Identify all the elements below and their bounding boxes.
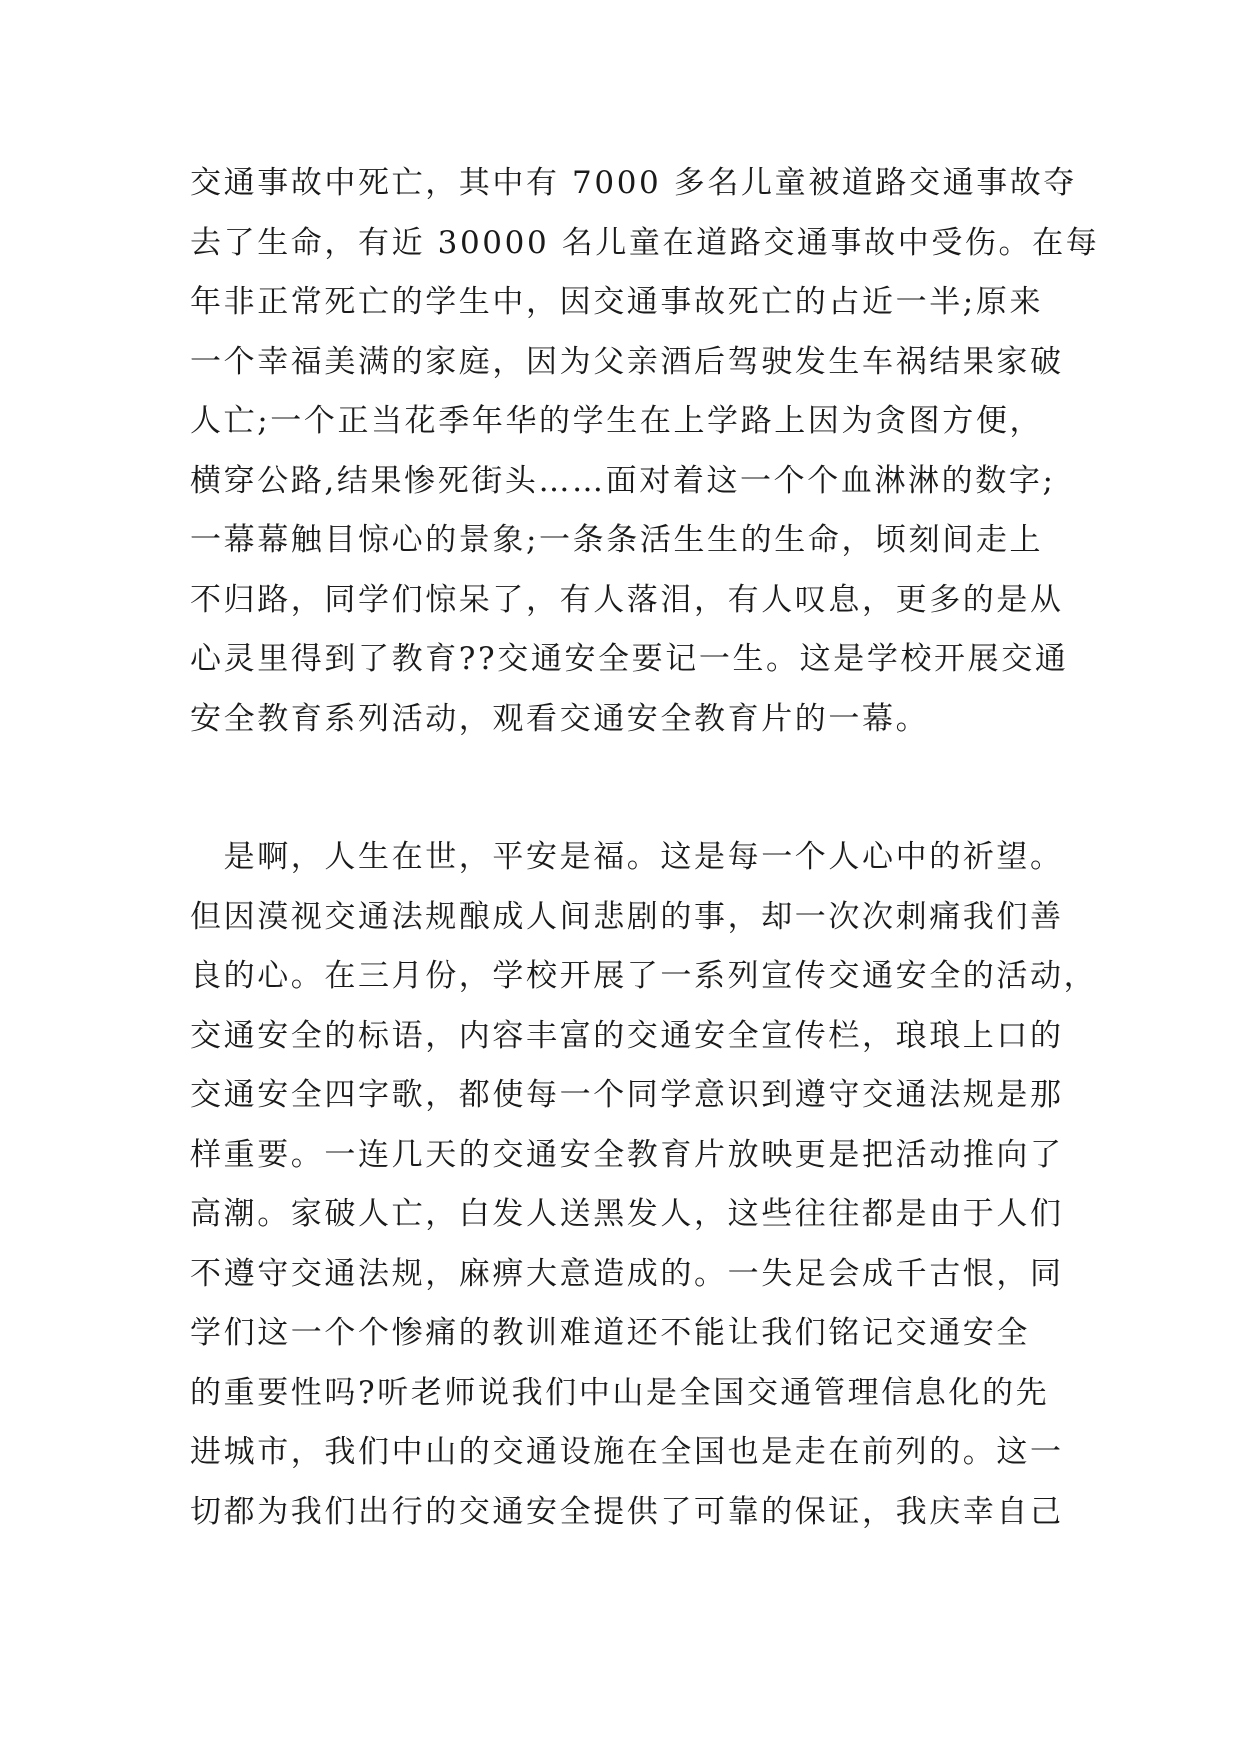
text-line: 一个幸福美满的家庭，因为父亲酒后驾驶发生车祸结果家破 xyxy=(190,343,1064,380)
text-line: 样重要。一连几天的交通安全教育片放映更是把活动推向了 xyxy=(190,1136,1064,1173)
text-line: 心灵里得到了教育??交通安全要记一生。这是学校开展交通 xyxy=(190,641,1069,677)
paragraph-1 xyxy=(190,154,1100,749)
text-line: 横穿公路,结果惨死街头……面对着这一个个血淋淋的数字; xyxy=(190,462,1056,499)
text-line: 一幕幕触目惊心的景象;一条条活生生的生命，顷刻间走上 xyxy=(190,522,1044,558)
text-line: 高潮。家破人亡，白发人送黑发人，这些往往都是由于人们 xyxy=(190,1196,1064,1232)
text-line: 交通安全四字歌，都使每一个同学意识到遵守交通法规是那 xyxy=(190,1077,1064,1113)
text-line: 进城市，我们中山的交通设施在全国也是走在前列的。这一 xyxy=(190,1434,1064,1470)
text-line: 交通事故中死亡，其中有 7000 多名儿童被道路交通事故夺 xyxy=(190,165,1077,201)
text-line: 人亡;一个正当花季年华的学生在上学路上因为贪图方便， xyxy=(190,403,1044,439)
text-line: 交通安全的标语，内容丰富的交通安全宣传栏，琅琅上口的 xyxy=(190,1017,1064,1054)
text-line: 是啊，人生在世，平安是福。这是每一个人心中的祈望。 xyxy=(190,839,1064,875)
text-line: 学们这一个个惨痛的教训难道还不能让我们铭记交通安全 xyxy=(190,1315,1030,1351)
text-line: 安全教育系列活动，观看交通安全教育片的一幕。 xyxy=(190,700,930,737)
paragraph-2 xyxy=(190,828,1098,1542)
text-line: 切都为我们出行的交通安全提供了可靠的保证，我庆幸自己 xyxy=(190,1493,1064,1530)
text-line: 不归路，同学们惊呆了，有人落泪，有人叹息，更多的是从 xyxy=(190,581,1064,618)
text-line: 但因漠视交通法规酿成人间悲剧的事，却一次次刺痛我们善 xyxy=(190,898,1064,935)
text-line: 的重要性吗?听老师说我们中山是全国交通管理信息化的先 xyxy=(190,1374,1050,1411)
text-line: 去了生命，有近 30000 名儿童在道路交通事故中受伤。在每 xyxy=(190,224,1100,261)
text-line: 良的心。在三月份，学校开展了一系列宣传交通安全的活动， xyxy=(190,958,1098,994)
text-line: 不遵守交通法规，麻痹大意造成的。一失足会成千古恨，同 xyxy=(190,1255,1064,1292)
text-line: 年非正常死亡的学生中，因交通事故死亡的占近一半;原来 xyxy=(190,284,1044,320)
